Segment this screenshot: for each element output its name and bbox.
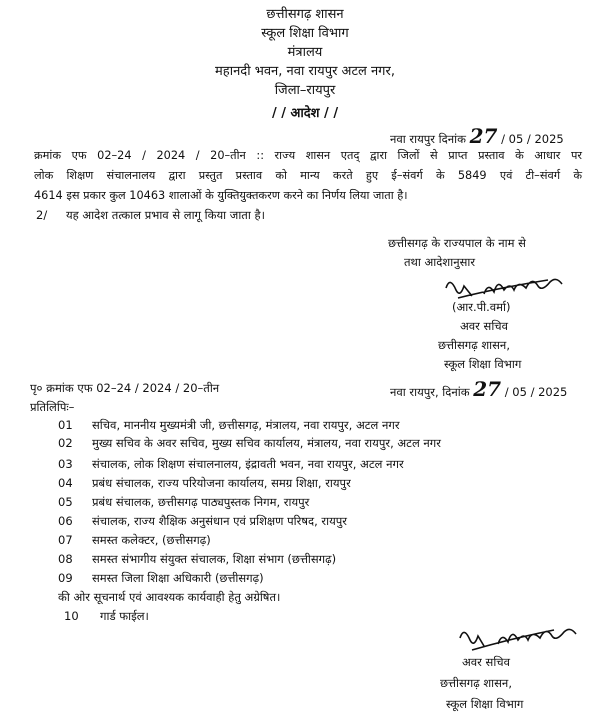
list-item-text: संचालक, लोक शिक्षण संचालनालय, इंद्रावती भवन, नवा रायपुर, अटल नगर [92, 457, 404, 471]
list-item-number: 08 [58, 552, 73, 566]
order-paragraph-1 [34, 146, 582, 206]
signatory1-order-by: तथा आदेशानुसार [404, 255, 476, 269]
guard-file-number: 10 [64, 609, 79, 623]
list-item-number: 01 [58, 418, 73, 432]
header-address: महानदी भवन, नवा रायपुर अटल नगर, [215, 64, 395, 79]
endorsement-date-suffix: / 05 / 2025 [504, 385, 568, 399]
header-district: जिला–रायपुर [274, 83, 336, 98]
guard-file-text: गार्ड फाईल। [100, 609, 149, 623]
paragraph-2-text: यह आदेश तत्काल प्रभाव से लागू किया जाता है। [66, 208, 265, 222]
list-item-number: 02 [58, 436, 73, 450]
header-ministry: मंत्रालय [287, 45, 323, 60]
signatory1-authority: छत्तीसगढ़ के राज्यपाल के नाम से [388, 236, 526, 250]
signatory2-office: छत्तीसगढ़ शासन, [440, 676, 512, 690]
date-day-handwritten: 27 [469, 124, 498, 148]
signatory2-designation: अवर सचिव [462, 655, 510, 669]
list-item-text: समस्त संभागीय संयुक्त संचालक, शिक्षा संभाग (छत्तीसगढ़) [92, 552, 337, 566]
header-government: छत्तीसगढ़ शासन [266, 7, 344, 22]
list-item-text: सचिव, माननीय मुख्यमंत्री जी, छत्तीसगढ़, मंत्रालय, नवा रायपुर, अटल नगर [92, 418, 400, 432]
endorsement-date [390, 377, 567, 401]
list-item-text: संचालक, राज्य शैक्षिक अनुसंधान एवं प्रशिक्षण परिषद, रायपुर [92, 514, 347, 528]
order-title-text: / / आदेश / / [271, 106, 339, 121]
paragraph-line: 4614 इस प्रकार कुल 10463 शालाओं के युक्तियुक्तकरण करने का निर्णय लिया जाता है। [34, 189, 408, 202]
list-item-number: 09 [58, 571, 73, 585]
signatory1-department: स्कूल शिक्षा विभाग [444, 357, 522, 371]
list-item-text: समस्त कलेक्टर, (छत्तीसगढ़) [92, 533, 211, 547]
signatory1-name: (आर.पी.वर्मा) [452, 300, 511, 314]
list-item-text: प्रबंध संचालक, राज्य परियोजना कार्यालय, समग्र शिक्षा, रायपुर [92, 476, 351, 490]
list-item-number: 07 [58, 533, 73, 547]
copy-to-label: प्रतिलिपिः– [30, 400, 75, 414]
paragraph-line: लोक शिक्षण संचालनालय द्वारा प्रस्तुत प्रस्ताव को मान्य करते हुए ई–संवर्ग के 5849 एवं टी–संवर्ग के [34, 169, 582, 182]
list-item-number: 05 [58, 495, 73, 509]
forwarding-note: की ओर सूचनार्थ एवं आवश्यक कार्यवाही हेतु अग्रेषित। [58, 590, 281, 604]
signatory1-office: छत्तीसगढ़ शासन, [438, 338, 510, 352]
list-item-text: प्रबंध संचालक, छत्तीसगढ़ पाठ्यपुस्तक निगम, रायपुर [92, 495, 310, 509]
header-department: स्कूल शिक्षा विभाग [261, 26, 349, 41]
list-item-number: 04 [58, 476, 73, 490]
endorsement-date-day-handwritten: 27 [473, 377, 502, 401]
date-suffix: / 05 / 2025 [501, 132, 564, 146]
list-item-text: समस्त जिला शिक्षा अधिकारी (छत्तीसगढ़) [92, 571, 264, 585]
signatory2-department: स्कूल शिक्षा विभाग [446, 697, 524, 711]
order-date [390, 124, 564, 148]
list-item-number: 03 [58, 457, 73, 471]
endorsement-ref: पृ० क्रमांक एफ 02–24 / 2024 / 20–तीन [30, 381, 220, 395]
paragraph-line: क्रमांक एफ 02–24 / 2024 / 20–तीन :: राज्य शासन एतद् द्वारा जिलों से प्राप्त प्रस्ताव के आधार पर [34, 149, 582, 162]
order-title [0, 103, 610, 121]
signatory1-designation: अवर सचिव [460, 319, 508, 333]
date-prefix: नवा रायपुर दिनांक [390, 132, 466, 146]
endorsement-date-prefix: नवा रायपुर, दिनांक [390, 385, 470, 399]
list-item-number: 06 [58, 514, 73, 528]
paragraph-2-number: 2/ [36, 208, 48, 222]
list-item-text: मुख्य सचिव के अवर सचिव, मुख्य सचिव कार्यालय, मंत्रालय, नवा रायपुर, अटल नगर [92, 436, 441, 450]
